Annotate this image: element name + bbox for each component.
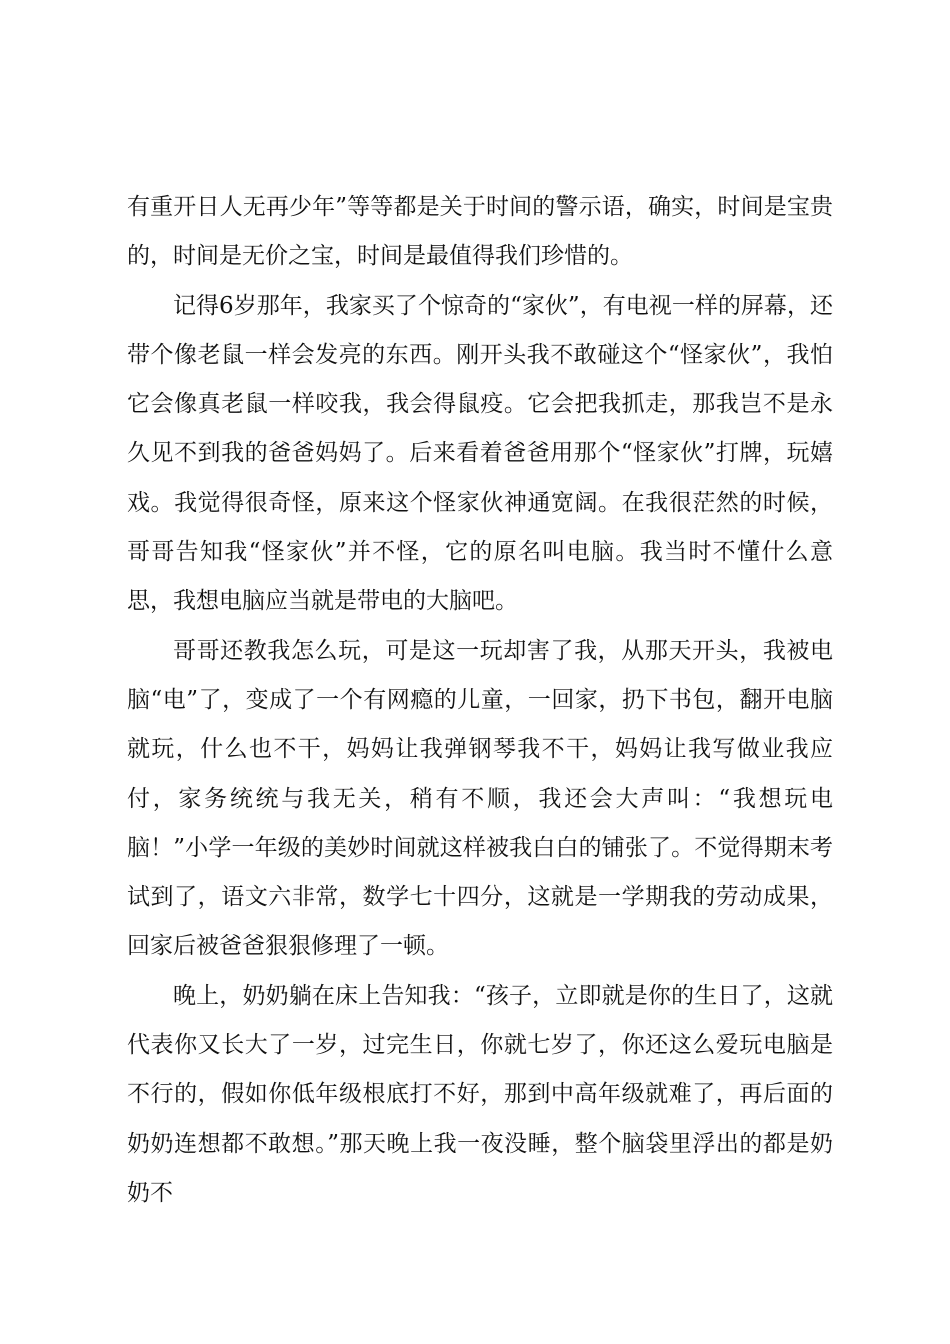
paragraph: 哥哥还教我怎么玩，可是这一玩却害了我，从那天开头，我被电脑“电”了，变成了一个有网瘾的儿童，一回家，扔下书包，翻开电脑就玩，什么也不干，妈妈让我弹钢琴我不干，妈妈让我写做业我应付，家务统统与我无关，稍有不顺，我还会大声叫：“我想玩电脑！”小学一年级的美妙时间就这样被我白白的铺张了。不觉得期末考试到了，语文六非常，数学七十四分，这就是一学期我的劳动成果，回家后被爸爸狠狠修理了一顿。 [127,637,833,960]
paragraph: 有重开日人无再少年”等等都是关于时间的警示语，确实，时间是宝贵的，时间是无价之宝，时间是最值得我们珍惜的。 [127,194,833,270]
paragraph: 记得6岁那年，我家买了个惊奇的“家伙”，有电视一样的屏幕，还带个像老鼠一样会发亮的东西。刚开头我不敢碰这个“怪家伙”，我怕它会像真老鼠一样咬我，我会得鼠疫。它会把我抓走，那我岂不是永久见不到我的爸爸妈妈了。后来看着爸爸用那个“怪家伙”打牌，玩嬉戏。我觉得很奇怪，原来这个怪家伙神通宽阔。在我很茫然的时候，哥哥告知我“怪家伙”并不怪，它的原名叫电脑。我当时不懂什么意思，我想电脑应当就是带电的大脑吧。 [127,292,833,615]
document-body [127,183,833,1218]
paragraph: 晚上，奶奶躺在床上告知我：“孩子，立即就是你的生日了，这就代表你又长大了一岁，过完生日，你就七岁了，你还这么爱玩电脑是不行的，假如你低年级根底打不好，那到中高年级就难了，再后面的奶奶连想都不敢想。”那天晚上我一夜没睡，整个脑袋里浮出的都是奶奶不 [127,982,833,1206]
